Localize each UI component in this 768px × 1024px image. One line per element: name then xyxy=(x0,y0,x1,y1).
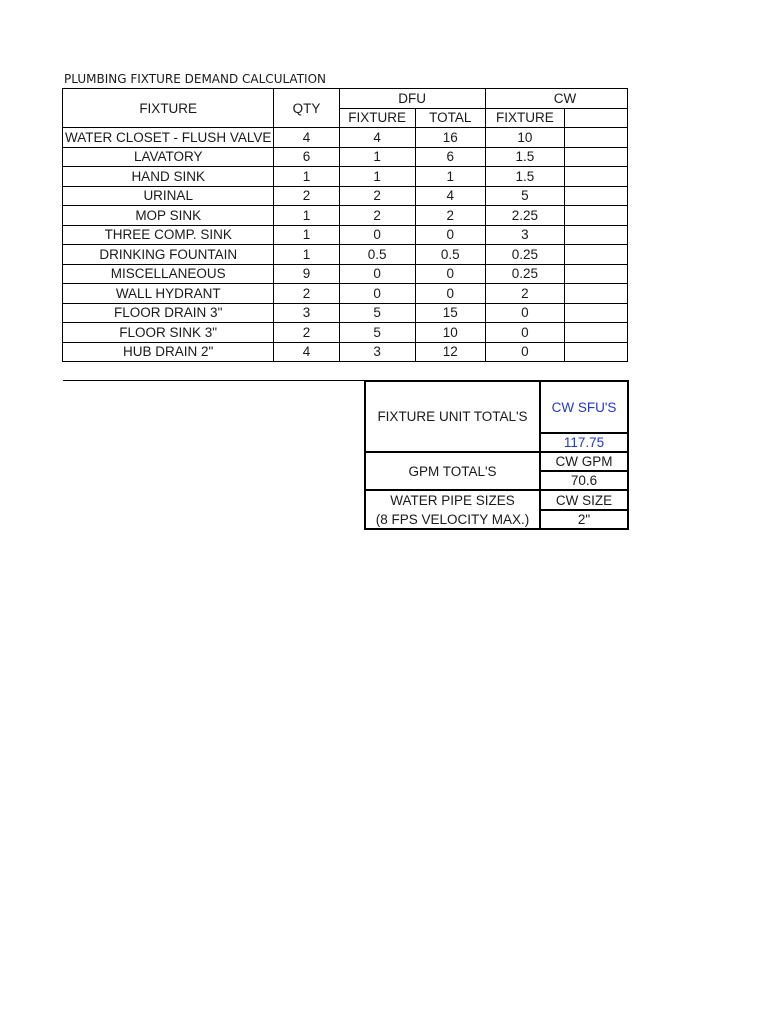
cell-cw-fixture: 2.25 xyxy=(485,206,564,226)
table-row xyxy=(63,284,628,304)
cw-gpm-value: 70.6 xyxy=(540,471,628,490)
cell-dfu-total: 0 xyxy=(415,264,485,284)
cell-qty: 1 xyxy=(274,245,339,265)
cell-fixture: MISCELLANEOUS xyxy=(63,264,274,284)
header-row-1 xyxy=(63,89,628,109)
cw-gpm-label: CW GPM xyxy=(540,452,628,471)
cell-fixture: URINAL xyxy=(63,186,274,206)
cell-dfu-total: 15 xyxy=(415,303,485,323)
fixture-table xyxy=(62,88,628,362)
cell-dfu-fixture: 2 xyxy=(339,206,415,226)
cell-qty: 2 xyxy=(274,186,339,206)
cell-fixture: THREE COMP. SINK xyxy=(63,225,274,245)
cell-dfu-fixture: 2 xyxy=(339,186,415,206)
summary-row-gpm-label xyxy=(365,452,628,471)
cw-sfus-label: CW SFU'S xyxy=(540,381,628,433)
cell-dfu-total: 1 xyxy=(415,167,485,187)
header-cw-extra xyxy=(564,108,627,128)
cell-dfu-fixture: 1 xyxy=(339,167,415,187)
cell-qty: 2 xyxy=(274,284,339,304)
cell-cw-fixture: 5 xyxy=(485,186,564,206)
cell-cw-fixture: 1.5 xyxy=(485,147,564,167)
cell-cw-fixture: 10 xyxy=(485,128,564,148)
cell-fixture: LAVATORY xyxy=(63,147,274,167)
table-row xyxy=(63,167,628,187)
cell-qty: 1 xyxy=(274,206,339,226)
header-dfu: DFU xyxy=(339,89,485,109)
table-row xyxy=(63,206,628,226)
cell-qty: 1 xyxy=(274,167,339,187)
cell-cw-extra xyxy=(564,323,627,343)
fixture-unit-totals-label: FIXTURE UNIT TOTAL'S xyxy=(365,381,540,452)
cell-cw-extra xyxy=(564,225,627,245)
table-row xyxy=(63,342,628,362)
sheet-title: PLUMBING FIXTURE DEMAND CALCULATION xyxy=(64,72,327,86)
cell-dfu-fixture: 5 xyxy=(339,323,415,343)
cell-dfu-fixture: 3 xyxy=(339,342,415,362)
divider-line xyxy=(63,380,365,381)
header-dfu-fixture: FIXTURE xyxy=(339,108,415,128)
cell-cw-fixture: 0.25 xyxy=(485,245,564,265)
summary-row-sfu-label xyxy=(365,381,628,433)
cell-dfu-fixture: 5 xyxy=(339,303,415,323)
cell-dfu-total: 0 xyxy=(415,284,485,304)
cell-dfu-total: 0.5 xyxy=(415,245,485,265)
cell-cw-extra xyxy=(564,245,627,265)
cell-qty: 2 xyxy=(274,323,339,343)
cw-size-label: CW SIZE xyxy=(540,490,628,510)
table-row xyxy=(63,128,628,148)
cell-cw-extra xyxy=(564,186,627,206)
cell-fixture: WATER CLOSET - FLUSH VALVE xyxy=(63,128,274,148)
cell-dfu-total: 16 xyxy=(415,128,485,148)
cell-fixture: MOP SINK xyxy=(63,206,274,226)
summary-table xyxy=(364,380,629,530)
cell-qty: 1 xyxy=(274,225,339,245)
cell-dfu-total: 0 xyxy=(415,225,485,245)
summary-row-size-label xyxy=(365,490,628,510)
cell-cw-fixture: 1.5 xyxy=(485,167,564,187)
cw-size-value: 2" xyxy=(540,510,628,529)
cell-cw-fixture: 3 xyxy=(485,225,564,245)
cell-cw-extra xyxy=(564,128,627,148)
gpm-totals-label: GPM TOTAL'S xyxy=(365,452,540,490)
cell-dfu-fixture: 0 xyxy=(339,264,415,284)
cell-qty: 4 xyxy=(274,342,339,362)
cell-fixture: WALL HYDRANT xyxy=(63,284,274,304)
table-row xyxy=(63,323,628,343)
table-row xyxy=(63,303,628,323)
table-row xyxy=(63,225,628,245)
cell-cw-fixture: 0.25 xyxy=(485,264,564,284)
cell-qty: 4 xyxy=(274,128,339,148)
cell-fixture: DRINKING FOUNTAIN xyxy=(63,245,274,265)
cell-cw-extra xyxy=(564,303,627,323)
cell-dfu-total: 10 xyxy=(415,323,485,343)
cell-dfu-total: 4 xyxy=(415,186,485,206)
cell-cw-fixture: 0 xyxy=(485,303,564,323)
cell-fixture: HAND SINK xyxy=(63,167,274,187)
table-row xyxy=(63,147,628,167)
cell-cw-fixture: 0 xyxy=(485,342,564,362)
cell-dfu-fixture: 1 xyxy=(339,147,415,167)
fixture-table-container xyxy=(62,88,628,363)
velocity-note: (8 FPS VELOCITY MAX.) xyxy=(365,510,540,529)
cell-qty: 9 xyxy=(274,264,339,284)
cell-dfu-fixture: 0 xyxy=(339,284,415,304)
cell-cw-extra xyxy=(564,264,627,284)
cell-dfu-total: 6 xyxy=(415,147,485,167)
header-qty: QTY xyxy=(274,89,339,128)
cell-cw-fixture: 0 xyxy=(485,323,564,343)
cell-qty: 3 xyxy=(274,303,339,323)
cell-qty: 6 xyxy=(274,147,339,167)
cell-cw-extra xyxy=(564,167,627,187)
cell-fixture: FLOOR DRAIN 3" xyxy=(63,303,274,323)
cell-dfu-total: 2 xyxy=(415,206,485,226)
header-dfu-total: TOTAL xyxy=(415,108,485,128)
cell-dfu-total: 12 xyxy=(415,342,485,362)
header-cw-fixture: FIXTURE xyxy=(485,108,564,128)
summary-row-size-value xyxy=(365,510,628,529)
water-pipe-sizes-label: WATER PIPE SIZES xyxy=(365,490,540,510)
cell-cw-extra xyxy=(564,342,627,362)
table-row xyxy=(63,264,628,284)
cw-sfus-value: 117.75 xyxy=(540,433,628,452)
cell-fixture: FLOOR SINK 3" xyxy=(63,323,274,343)
table-row xyxy=(63,186,628,206)
cell-fixture: HUB DRAIN 2" xyxy=(63,342,274,362)
header-fixture: FIXTURE xyxy=(63,89,274,128)
cell-cw-extra xyxy=(564,147,627,167)
cell-cw-extra xyxy=(564,284,627,304)
cell-dfu-fixture: 0.5 xyxy=(339,245,415,265)
cell-cw-fixture: 2 xyxy=(485,284,564,304)
cell-dfu-fixture: 0 xyxy=(339,225,415,245)
table-row xyxy=(63,245,628,265)
cell-cw-extra xyxy=(564,206,627,226)
cell-dfu-fixture: 4 xyxy=(339,128,415,148)
header-cw: CW xyxy=(485,89,627,109)
